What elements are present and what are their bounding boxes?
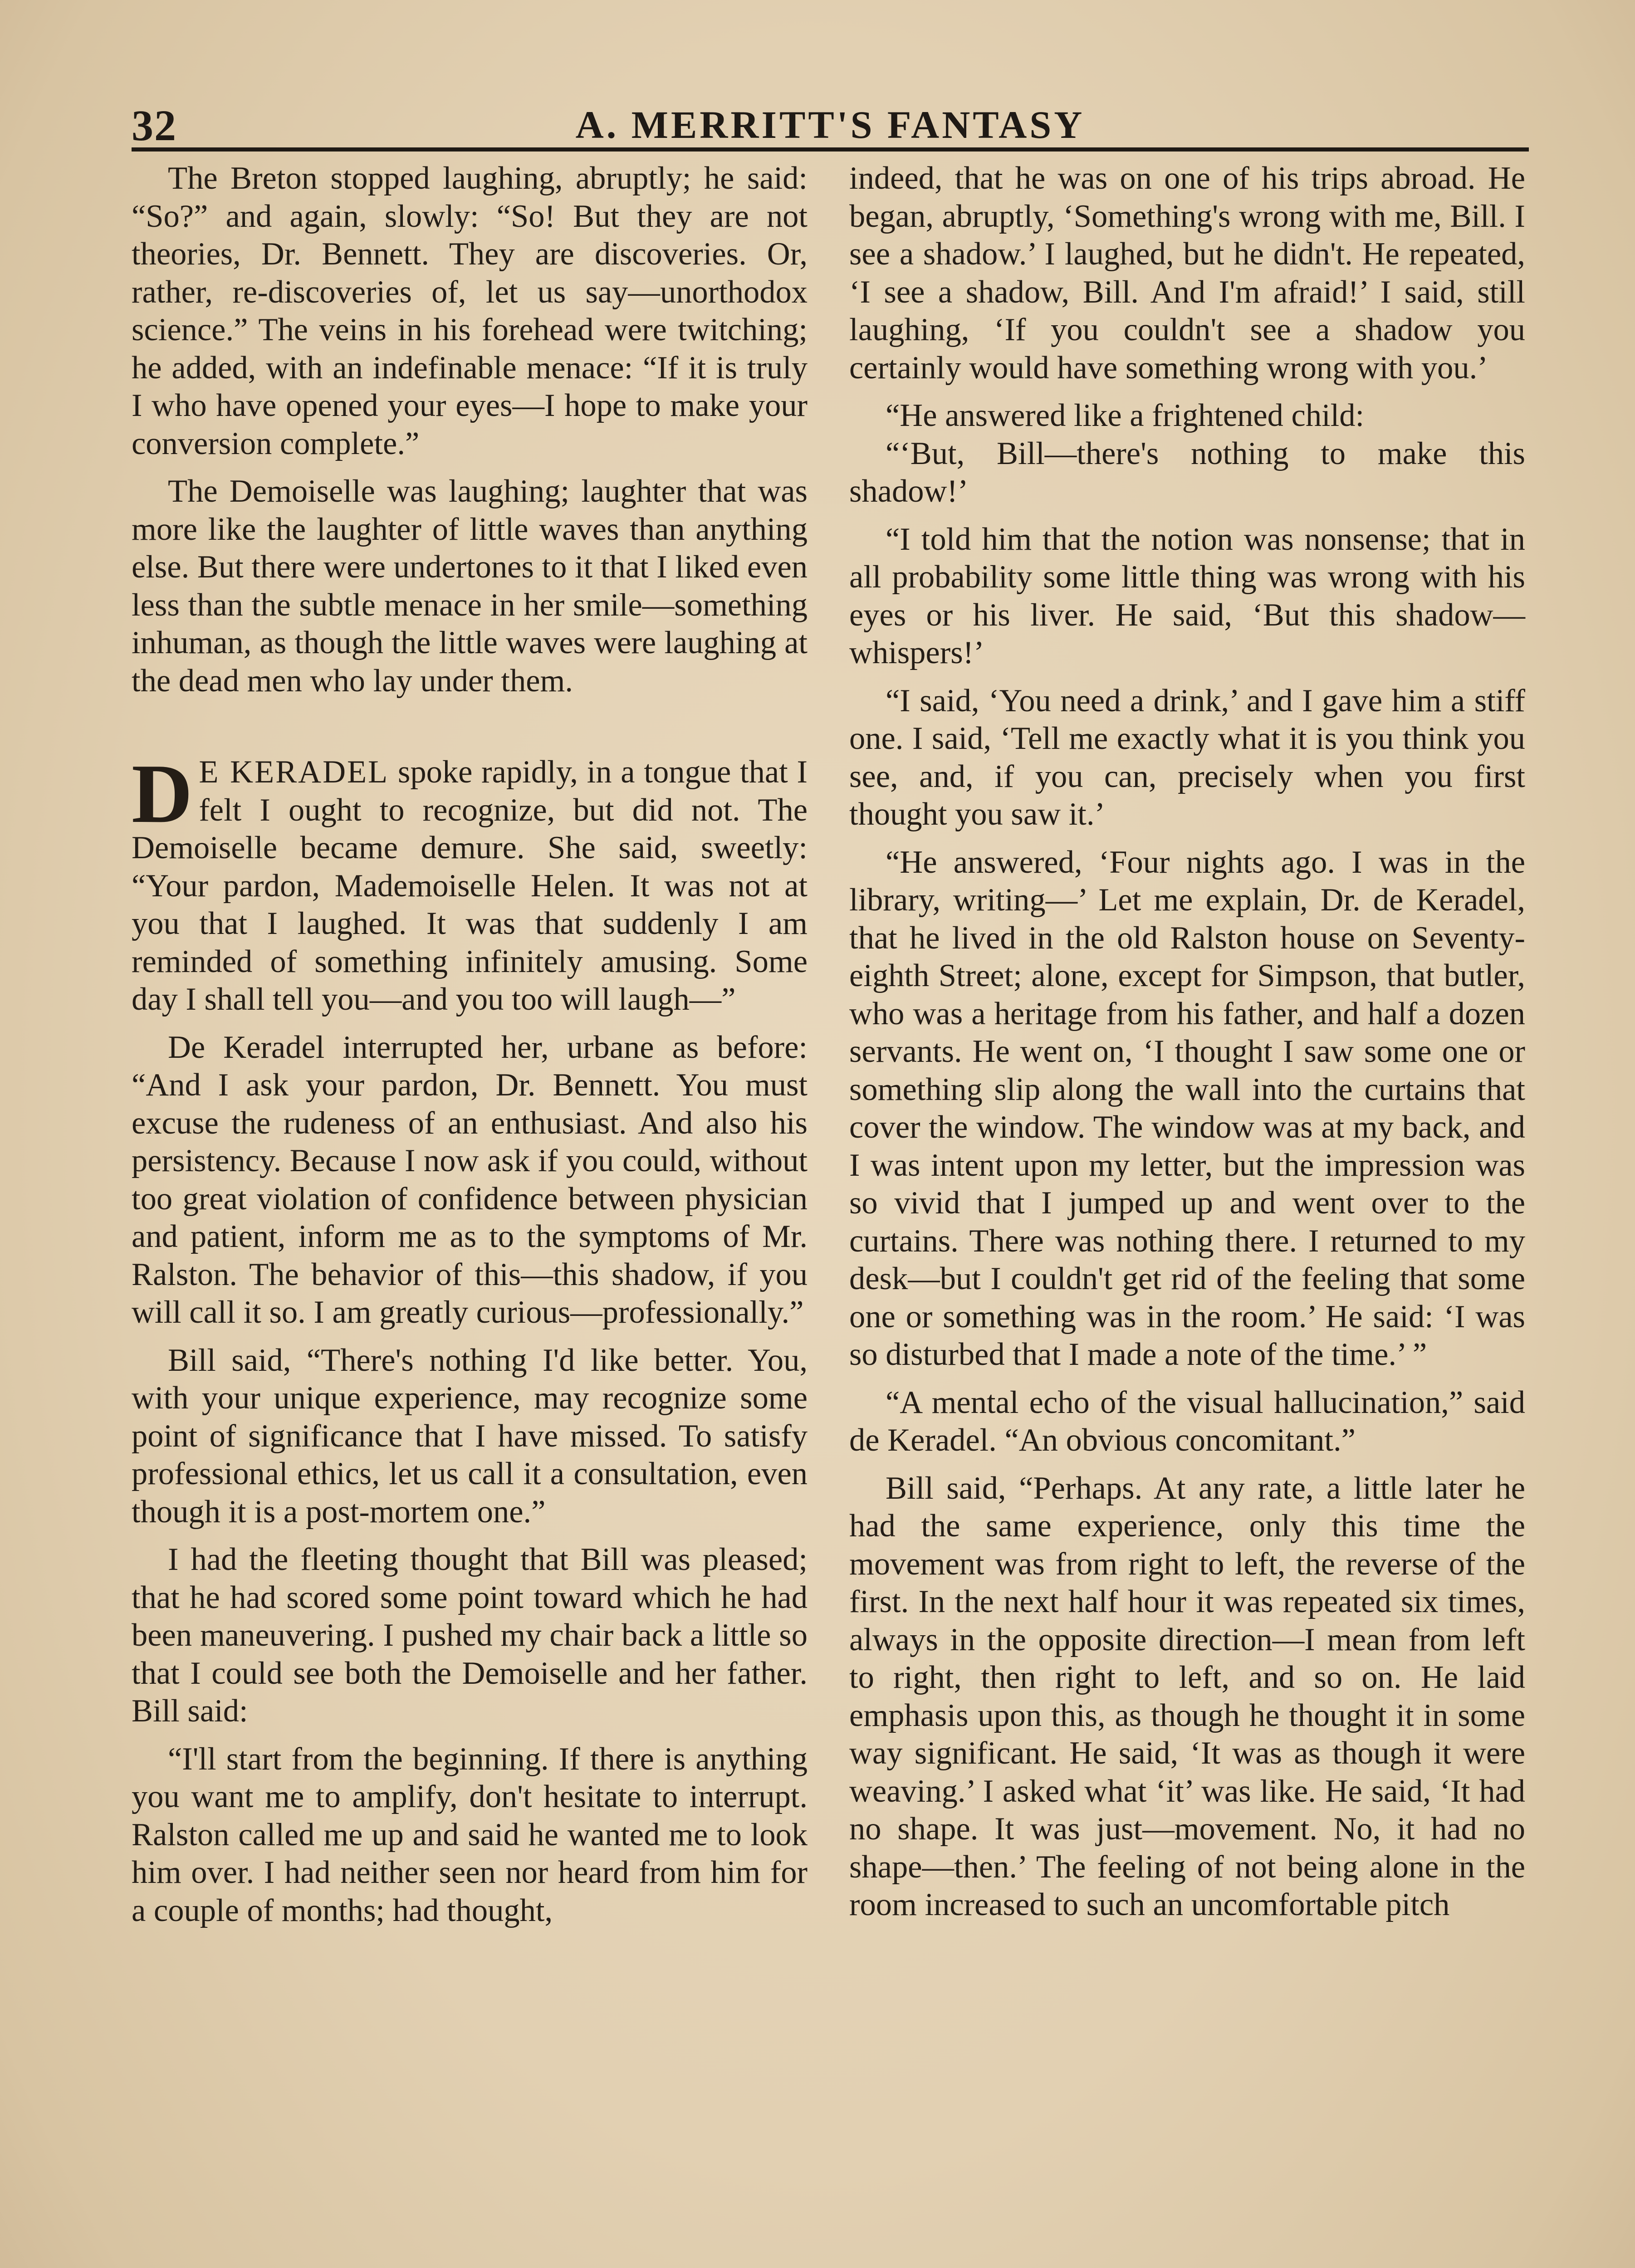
- paragraph: “He answered, ‘Four nights ago. I was in the library, writing—’ Let me explain, Dr. de Keradel, that he lived in the old Ralston house on Seventy-eighth Street; alone, except for Simpson, that butler, who was a heritage from his father, and half a dozen servants. He went on, ‘I thought I saw some one or something slip along the wall into the curtains that cover the window. The window was at my back, and I was intent upon my letter, but the impression was so vivid that I jumped up and went over to the curtains. There was nothing there. I returned to my desk—but I couldn't get rid of the feeling that some one or something was in the room.’ He said: ‘I was so disturbed that I made a note of the time.’ ”: [849, 844, 1525, 1372]
- page-number: 32: [132, 101, 177, 150]
- drop-cap: D: [132, 747, 193, 841]
- paragraph: Bill said, “Perhaps. At any rate, a little later he had the same experience, only this time the movement was from right to left, the reverse of the first. In the next half hour it was repeated six times, always in the opposite direction—I mean from left to right, then right to left, and so on. He laid emphasis upon this, as though he thought it in some way significant. He said, ‘It was as though it were weaving.’ I asked what ‘it’ was like. He said, ‘It had no shape. It was just—movement. No, it had no shape—then.’ The feeling of not being alone in the room increased to such an uncomfortable pitch: [849, 1470, 1525, 1922]
- paragraph: “I'll start from the beginning. If there is anything you want me to amplify, don't hesitate to interrupt. Ralston called me up and said he wanted me to look him over. I had neither seen nor heard from him for a couple of months; had thought,: [132, 1741, 808, 1928]
- paragraph: “He answered like a frightened child:: [886, 398, 1365, 433]
- left-column: [132, 160, 808, 1930]
- paragraph: De Keradel interrupted her, urbane as before: “And I ask your pardon, Dr. Bennett. You must excuse the rudeness of an enthusiast. And also his persistency. Because I now ask if you could, without too great violation of confidence between physician and patient, inform me as to the symptoms of Mr. Ralston. The behavior of this—this shadow, if you will call it so. I am greatly curious—professionally.”: [132, 1029, 808, 1330]
- right-column: [849, 160, 1525, 1924]
- paragraph: I had the fleeting thought that Bill was pleased; that he had scored some point toward which he had been maneuvering. I pushed my chair back a little so that I could see both the Demoiselle and her father. Bill said:: [132, 1542, 808, 1729]
- paragraph: “I said, ‘You need a drink,’ and I gave him a stiff one. I said, ‘Tell me exactly what it is you think you see, and, if you can, precisely when you first thought you saw it.’: [849, 683, 1525, 832]
- small-caps-lead: E KERADEL: [199, 754, 389, 790]
- paragraph: Bill said, “There's nothing I'd like better. You, with your unique experience, may recognize some point of significance that I have missed. To satisfy professional ethics, let us call it a consultation, even though it is a post-mortem one.”: [132, 1342, 808, 1530]
- page-header: [132, 98, 1529, 152]
- paragraph: “A mental echo of the visual hallucination,” said de Keradel. “An obvious concomitant.”: [849, 1384, 1525, 1458]
- section-opening-paragraph: [132, 747, 808, 1019]
- paragraph: The Demoiselle was laughing; laughter that was more like the laughter of little waves than anything else. But there were undertones to it that I liked even less than the subtle menace in her smile—something inhuman, as though the little waves were laughing at the dead men who lay under them.: [132, 474, 808, 699]
- running-title: A. MERRITT'S FANTASY: [575, 103, 1085, 147]
- paragraph-text: spoke rapidly, in a tongue that I felt I ought to recognize, but did not. The Demoiselle became demure. She said, sweetly: “Your pardon, Mademoiselle Helen. It was not at you that I laughed. It was that suddenly I am reminded of something infinitely amusing. Some day I shall tell you—and you too will laugh—”: [132, 754, 808, 1017]
- paragraph: “‘But, Bill—there's nothing to make this shadow!’: [849, 435, 1525, 509]
- text-columns: [132, 160, 1529, 2268]
- paragraph: indeed, that he was on one of his trips abroad. He began, abruptly, ‘Something's wrong with me, Bill. I see a shadow.’ I laughed, but he didn't. He repeated, ‘I see a shadow, Bill. And I'm afraid!’ I said, still laughing, ‘If you couldn't see a shadow you certainly would have something wrong with you.’: [849, 161, 1525, 386]
- paragraph: The Breton stopped laughing, abruptly; he said: “So?” and again, slowly: “So! But they are not theories, Dr. Bennett. They are discoveries. Or, rather, re-discoveries of, let us say—unorthodox science.” The veins in his forehead were twitching; he added, with an indefinable menace: “If it is truly I who have opened your eyes—I hope to make your conversion complete.”: [132, 161, 808, 461]
- paragraph: “I told him that the notion was nonsense; that in all probability some little thing was wrong with his eyes or his liver. He said, ‘But this shadow—whispers!’: [849, 521, 1525, 670]
